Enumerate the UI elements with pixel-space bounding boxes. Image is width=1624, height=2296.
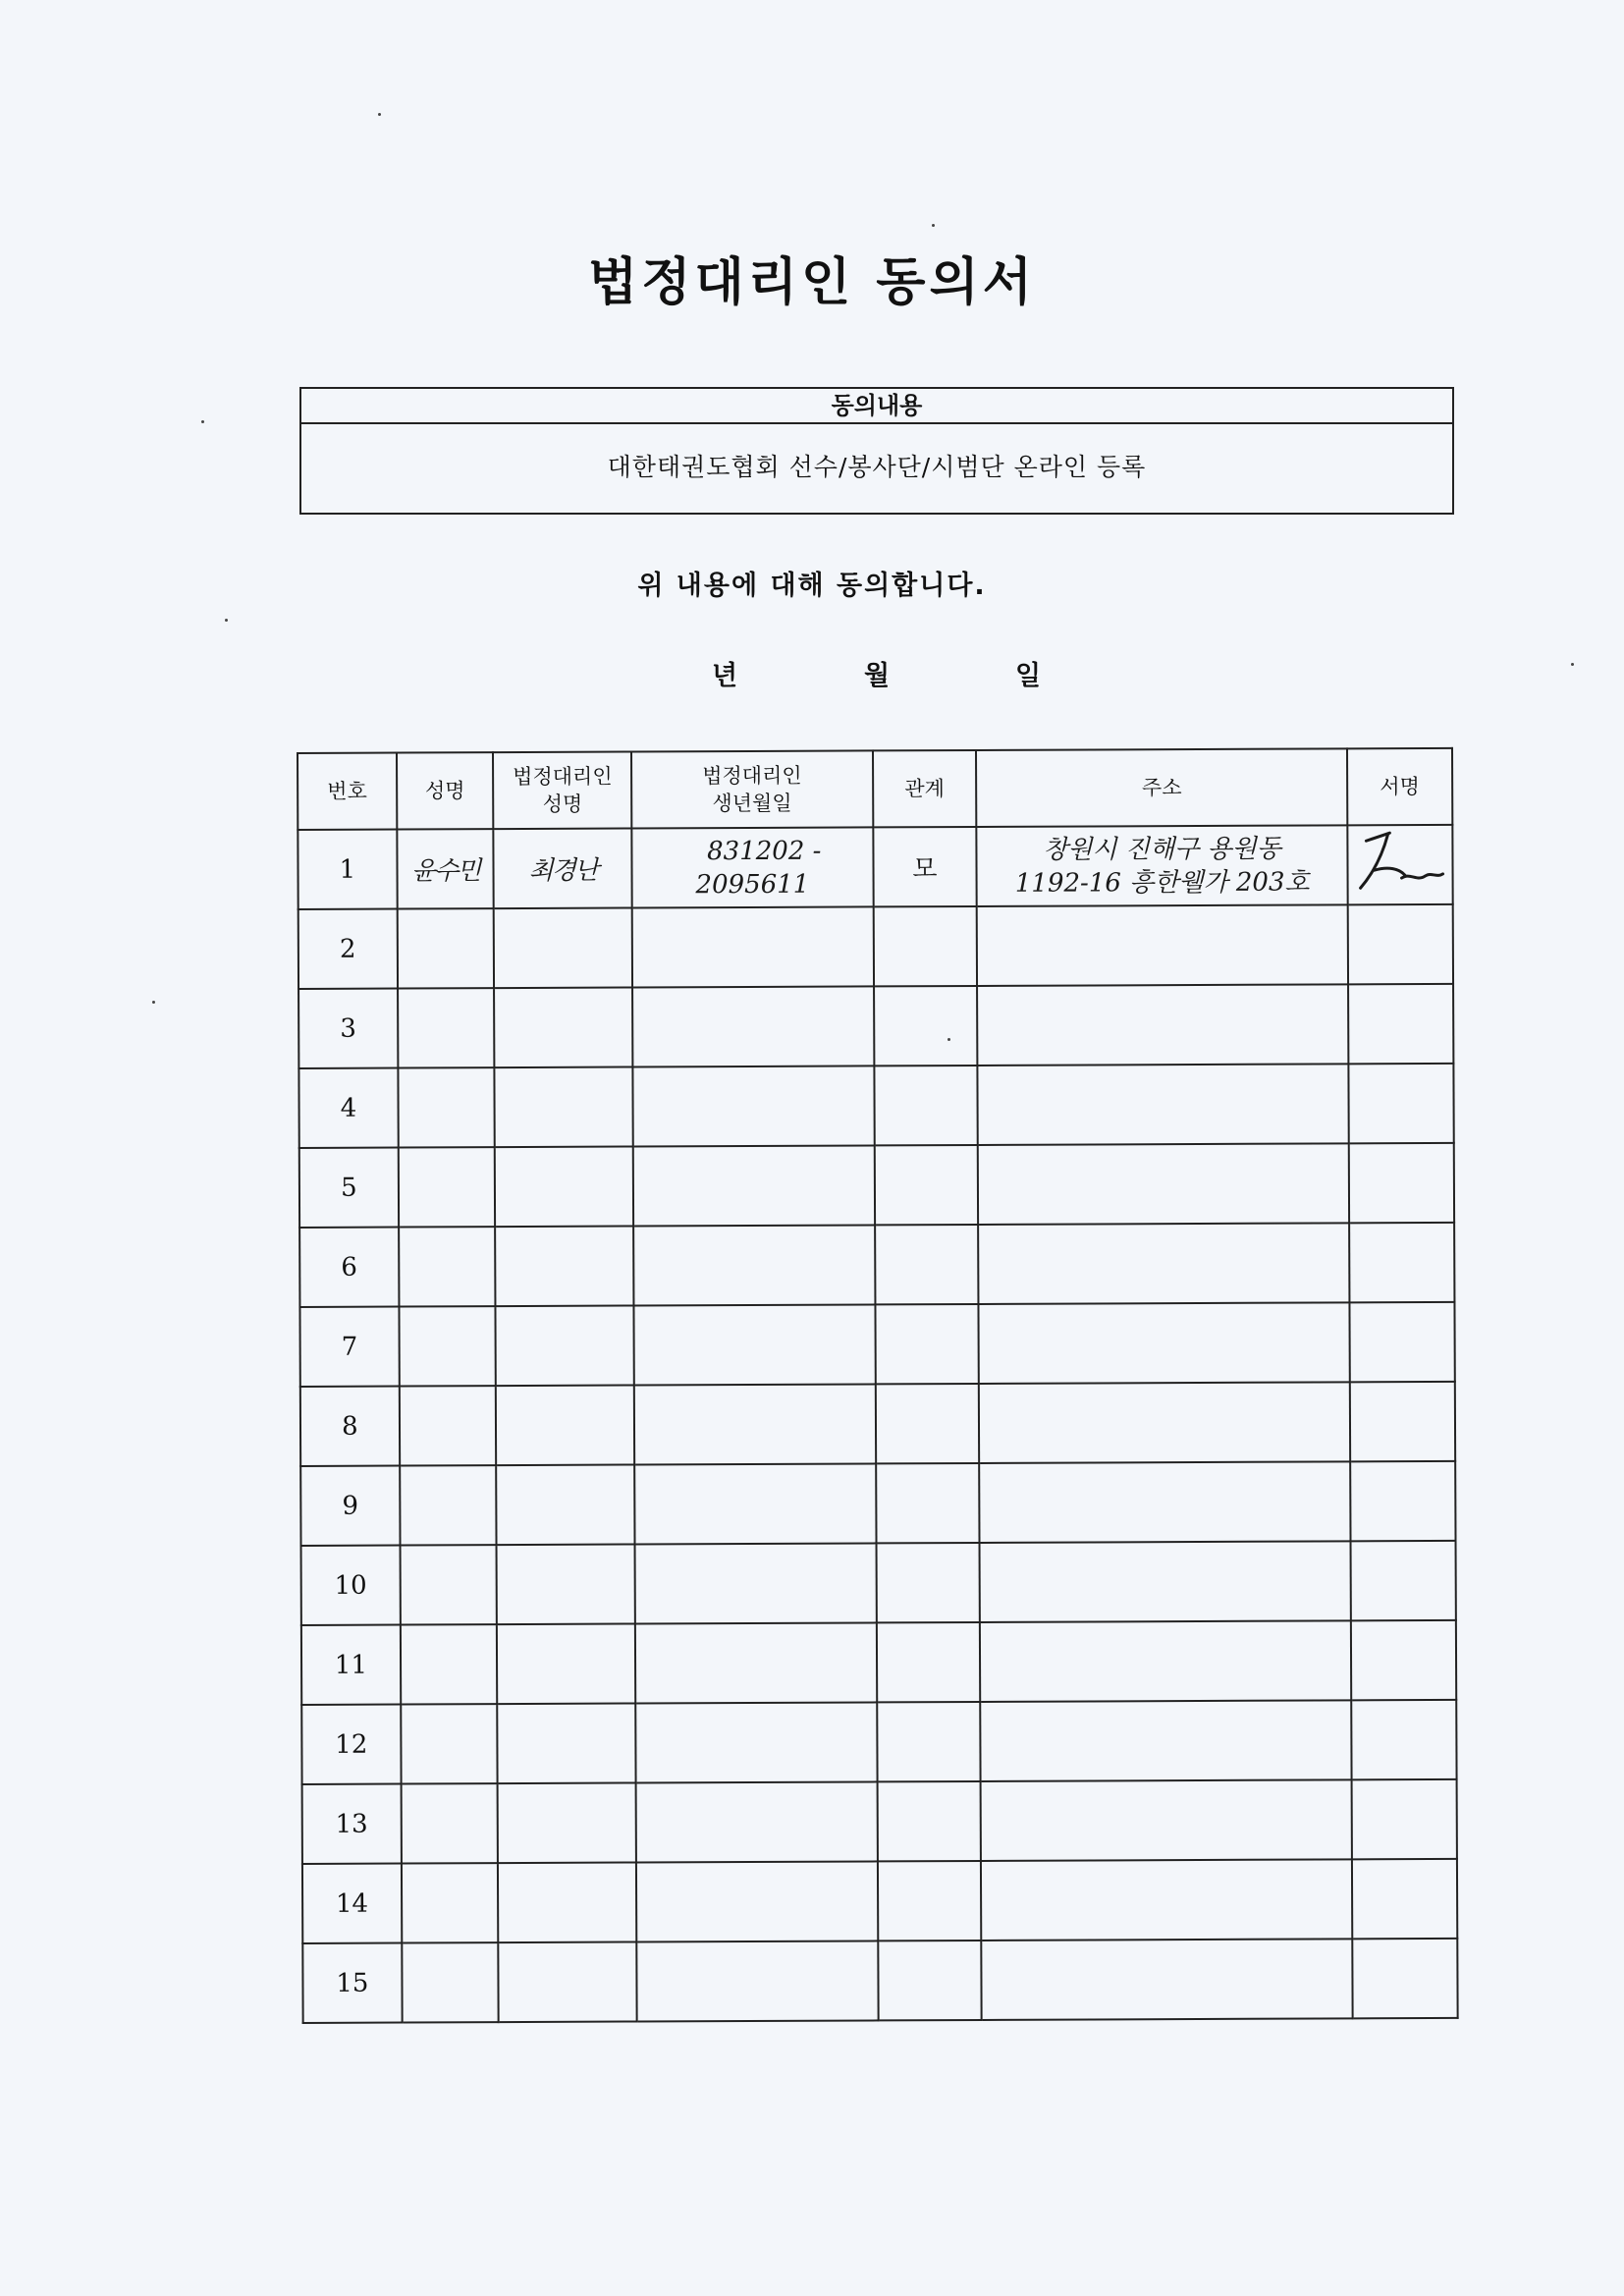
header-guardian-birth: 법정대리인 생년월일	[631, 750, 873, 828]
cell-signature	[1348, 984, 1453, 1064]
cell-signature	[1350, 1461, 1455, 1541]
handwritten-address: 창원시 진해구 용원동 1192-16 흥한웰가 203호	[977, 825, 1348, 906]
table-row	[300, 1382, 1455, 1466]
cell-name	[400, 1386, 497, 1465]
header-address: 주소	[976, 748, 1347, 827]
cell-address	[982, 1939, 1353, 2020]
table-row	[299, 1302, 1454, 1387]
row-number: 2	[298, 909, 398, 989]
cell-address	[979, 1461, 1350, 1543]
cell-relation	[877, 1781, 981, 1861]
cell-guardian-birth	[636, 1861, 878, 1941]
cell-relation	[878, 1861, 982, 1941]
cell-name	[400, 1545, 497, 1624]
table-row	[301, 1541, 1456, 1625]
row-number: 3	[298, 989, 398, 1068]
cell-signature	[1352, 1779, 1457, 1859]
cell-name	[399, 1306, 496, 1386]
scan-speck	[947, 1038, 950, 1041]
cell-guardian-name	[497, 1545, 635, 1625]
cell-address	[981, 1859, 1352, 1941]
table-row	[299, 1223, 1454, 1307]
row-number: 6	[299, 1228, 399, 1307]
cell-guardian-name	[497, 1624, 635, 1705]
cell-relation	[877, 1702, 981, 1781]
scan-speck	[378, 113, 381, 116]
table-row	[301, 1620, 1456, 1705]
table-row	[299, 1143, 1454, 1228]
table-row	[302, 1859, 1457, 1943]
cell-guardian-name	[495, 1067, 633, 1148]
cell-guardian-birth	[632, 986, 874, 1066]
cell-guardian-birth	[635, 1622, 877, 1703]
header-signature: 서명	[1347, 748, 1452, 825]
row-number: 15	[302, 1943, 402, 2023]
cell-name	[398, 988, 495, 1067]
cell-guardian-birth	[632, 1066, 874, 1146]
cell-name	[399, 1147, 496, 1227]
cell-name	[399, 1227, 496, 1306]
row-number: 11	[301, 1625, 401, 1705]
cell-address	[979, 1382, 1350, 1463]
cell-guardian-birth	[636, 1781, 878, 1862]
row-number: 13	[302, 1784, 402, 1864]
cell-signature	[1348, 1064, 1453, 1143]
cell-guardian-birth	[635, 1702, 877, 1782]
cell-signature	[1351, 1620, 1456, 1700]
cell-name	[397, 908, 494, 988]
cell-relation	[873, 906, 977, 986]
cell-signature	[1352, 1859, 1457, 1939]
cell-signature	[1351, 1700, 1456, 1779]
cell-guardian-name	[498, 1783, 636, 1864]
cell-relation	[874, 1066, 978, 1145]
cell-guardian-name	[497, 1465, 635, 1546]
handwritten-guardian-name: 최경난	[494, 829, 632, 909]
cell-signature	[1349, 1302, 1454, 1382]
cell-name	[398, 1067, 495, 1147]
cell-guardian-name	[499, 1942, 637, 2023]
row-number: 4	[298, 1068, 398, 1148]
table-row	[298, 904, 1453, 989]
header-name: 성명	[397, 752, 494, 829]
table-row	[298, 984, 1453, 1068]
scan-speck	[225, 619, 228, 622]
cell-relation	[875, 1304, 979, 1384]
cell-name	[402, 1863, 499, 1942]
cell-address	[977, 904, 1348, 986]
consent-box	[299, 387, 1454, 515]
cell-name	[401, 1624, 498, 1704]
cell-guardian-name	[496, 1306, 634, 1387]
cell-signature	[1350, 1541, 1455, 1620]
table-row	[302, 1939, 1457, 2023]
row-number: 8	[300, 1387, 400, 1466]
cell-guardian-name	[498, 1863, 636, 1943]
cell-signature	[1349, 1143, 1454, 1223]
table-row	[302, 1779, 1457, 1864]
cell-address	[981, 1779, 1352, 1861]
cell-guardian-name	[495, 988, 633, 1068]
cell-address	[978, 1064, 1349, 1145]
cell-address	[980, 1620, 1351, 1702]
handwritten-guardian-birth: 831202 - 2095611	[631, 827, 873, 907]
cell-guardian-birth	[633, 1304, 875, 1385]
scan-speck	[932, 224, 935, 227]
scan-speck	[201, 420, 204, 423]
cell-address	[978, 1143, 1349, 1225]
cell-signature	[1350, 1382, 1455, 1461]
cell-relation	[875, 1225, 979, 1304]
cell-guardian-name	[498, 1704, 636, 1784]
cell-signature	[1348, 904, 1453, 984]
signature-cell	[1347, 825, 1452, 904]
cell-guardian-name	[496, 1227, 634, 1307]
row-number: 12	[301, 1705, 401, 1784]
cell-guardian-birth	[632, 906, 874, 987]
handwritten-name: 윤수민	[397, 829, 494, 908]
cell-guardian-name	[494, 908, 632, 989]
table-header-row	[298, 748, 1452, 830]
cell-address	[977, 984, 1348, 1066]
cell-name	[402, 1942, 499, 2022]
document-title: 법정대리인 동의서	[588, 253, 1036, 312]
cell-signature	[1349, 1223, 1454, 1302]
cell-name	[401, 1783, 498, 1863]
cell-guardian-birth	[633, 1145, 875, 1226]
cell-address	[981, 1700, 1352, 1781]
consent-text: 대한태권도협회 선수/봉사단/시범단 온라인 등록	[607, 453, 1147, 481]
cell-guardian-name	[495, 1147, 633, 1228]
cell-guardian-birth	[634, 1463, 876, 1544]
handwritten-signature	[1353, 827, 1447, 896]
cell-address	[980, 1541, 1351, 1622]
row-number: 9	[300, 1466, 400, 1546]
cell-address	[978, 1223, 1349, 1304]
table-row	[298, 825, 1452, 909]
cell-name	[401, 1704, 498, 1783]
cell-relation	[876, 1622, 980, 1702]
table-body	[298, 825, 1457, 2023]
cell-guardian-birth	[634, 1384, 876, 1464]
agree-statement: 위 내용에 대해 동의합니다.	[637, 571, 987, 601]
handwritten-relation: 모	[873, 827, 977, 906]
date-month-label: 월	[864, 661, 891, 691]
cell-relation	[876, 1463, 980, 1543]
cell-guardian-birth	[635, 1543, 877, 1623]
cell-relation	[876, 1543, 980, 1622]
header-no: 번호	[298, 753, 397, 830]
row-number: 10	[301, 1546, 401, 1625]
cell-address	[979, 1302, 1350, 1384]
table-row	[300, 1461, 1455, 1546]
header-guardian-name: 법정대리인 성명	[493, 752, 631, 830]
cell-signature	[1352, 1939, 1457, 2018]
row-number: 5	[299, 1148, 399, 1228]
scan-speck	[1571, 663, 1574, 666]
cell-guardian-birth	[636, 1941, 878, 2021]
cell-guardian-birth	[633, 1225, 875, 1305]
cell-relation	[875, 1384, 979, 1463]
date-day-label: 일	[1015, 661, 1042, 691]
date-year-label: 년	[712, 661, 738, 691]
header-relation: 관계	[873, 750, 977, 827]
row-number: 1	[298, 830, 397, 909]
cell-relation	[874, 1145, 978, 1225]
cell-name	[400, 1465, 497, 1545]
scan-speck	[152, 1001, 155, 1004]
table-row	[298, 1064, 1453, 1148]
consent-header: 동의내용	[301, 389, 1452, 424]
cell-guardian-name	[496, 1386, 634, 1466]
cell-relation	[878, 1941, 982, 2020]
row-number: 14	[302, 1864, 402, 1943]
cell-relation	[874, 986, 978, 1066]
table-row	[301, 1700, 1456, 1784]
row-number: 7	[299, 1307, 399, 1387]
registration-table	[297, 747, 1459, 2024]
